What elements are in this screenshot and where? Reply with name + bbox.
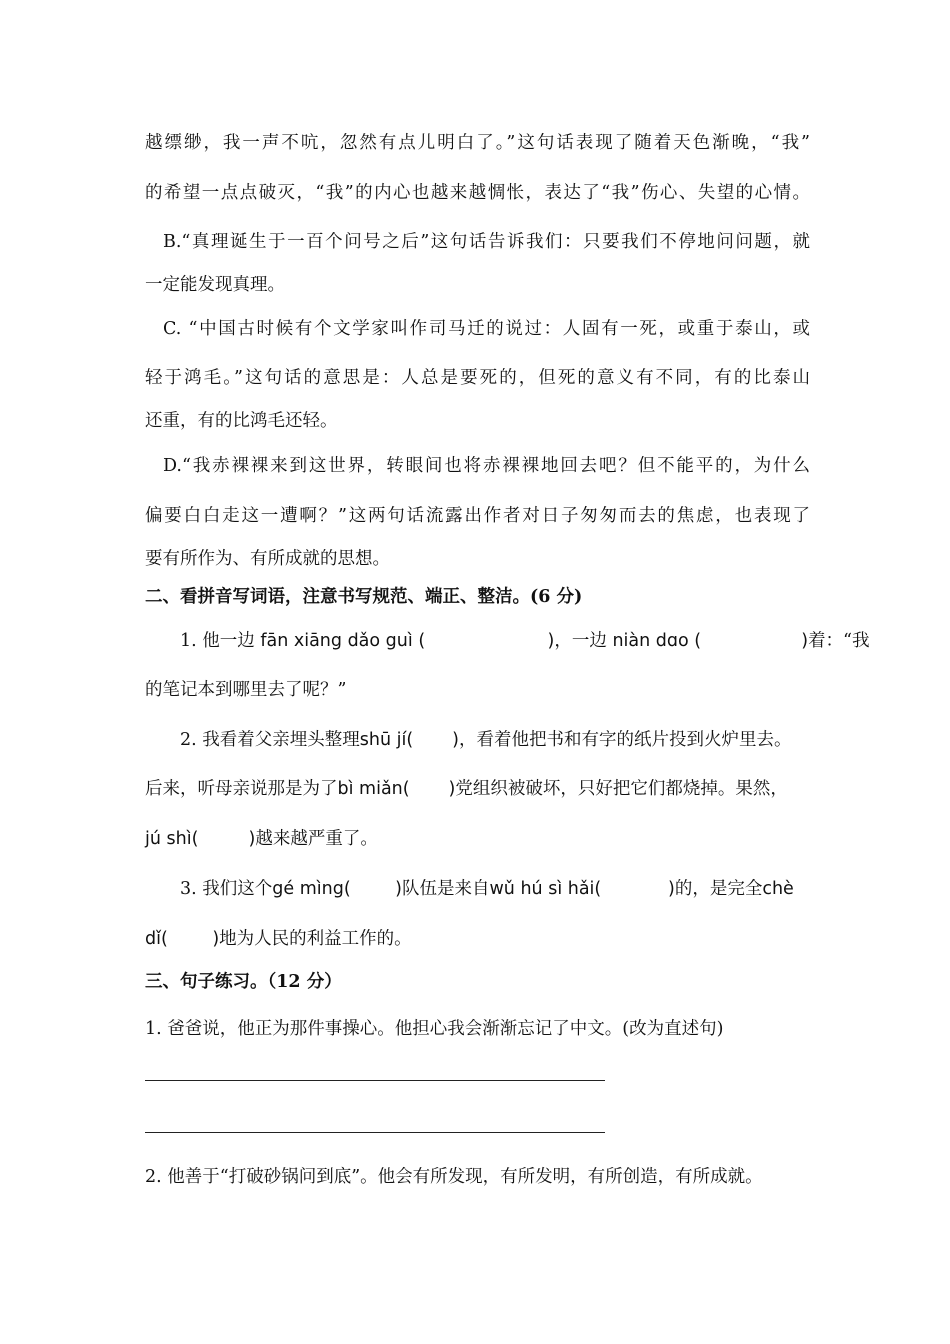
question-2-2-line-3 — [145, 826, 810, 852]
q2-3-blank-2: ( ) — [594, 879, 675, 899]
q2-1-pinyin-1: fān xiāng dǎo guì — [260, 631, 413, 651]
answer-line-1[interactable] — [145, 1080, 605, 1081]
q2-2-prefix: 2. 我看着父亲埋头整理 — [180, 730, 360, 750]
q2-3-text-2: 的，是完全 — [674, 879, 763, 899]
section-two-heading: 二、看拼音写词语，注意书写规范、端正、整洁。(6 分) — [145, 587, 583, 607]
q2-3-blank-1: ( ) — [343, 879, 402, 899]
q2-2-text-1: ，看着他把书和有字的纸片投到火炉里去。 — [458, 730, 792, 750]
option-d-line-3: 要有所作为、有所成就的思想。 — [145, 549, 390, 569]
option-c-line-3: 还重，有的比鸿毛还轻。 — [145, 411, 338, 431]
sentence-exercise-1: 1. 爸爸说，他正为那件事操心。他担心我会渐渐忘记了中文。(改为直述句) — [145, 1019, 724, 1039]
q2-3-text-3: 地为人民的利益工作的。 — [219, 929, 412, 949]
question-2-2-line-1 — [180, 727, 810, 753]
answer-a-line-2: 的希望一点点破灭，“我”的内心也越来越惆怅，表达了“我”伤心、失望的心情。 — [145, 183, 810, 203]
question-2-3-line-2 — [145, 926, 810, 952]
q2-1-blank-2: ( ) — [688, 631, 809, 651]
option-c-line-2: 轻于鸿毛。”这句话的意思是：人总是要死的，但死的意义有不同，有的比泰山 — [145, 368, 810, 388]
question-2-3-line-1 — [180, 876, 810, 902]
q2-3-pinyin-3b: dǐ — [145, 929, 161, 949]
q2-2-prefix-2: 后来，听母亲说那是为了 — [145, 779, 338, 799]
answer-a-line-1: 越缥缈，我一声不吭，忽然有点儿明白了。”这句话表现了随着天色渐晚，“我” — [145, 133, 810, 153]
question-2-2-line-2 — [145, 776, 810, 802]
q2-2-pinyin-1: shū jí — [359, 730, 407, 750]
option-c-line-1: C. “中国古时候有个文学家叫作司马迁的说过：人固有一死，或重于泰山，或 — [163, 319, 810, 339]
q2-3-prefix: 3. 我们这个 — [180, 879, 273, 899]
sentence-exercise-2: 2. 他善于“打破砂锅问到底”。他会有所发现，有所发明，有所创造，有所成就。 — [145, 1167, 763, 1187]
option-d-line-1: D.“我赤裸裸来到这世界，转眼间也将赤裸裸地回去吧？但不能平的，为什么 — [163, 456, 810, 476]
q2-3-text-1: 队伍是来自 — [401, 879, 490, 899]
q2-2-pinyin-2: bì miǎn — [337, 779, 403, 799]
option-b-line-1: B.“真理诞生于一百个问号之后”这句话告诉我们：只要我们不停地问问题，就 — [163, 232, 810, 252]
q2-2-blank-2: ( ) — [402, 779, 456, 799]
q2-1-pinyin-2: niàn dɑo — [612, 631, 689, 651]
q2-1-prefix: 1. 他一边 — [180, 631, 261, 651]
q2-2-blank-1: ( ) — [406, 730, 459, 750]
q2-3-pinyin-2: wǔ hú sì hǎi — [489, 879, 595, 899]
q2-3-pinyin-3a: chè — [762, 879, 794, 899]
q2-1-suffix: 着：“我 — [808, 631, 870, 651]
section-three-heading: 三、句子练习。（12 分） — [145, 972, 342, 992]
q2-3-blank-3: ( ) — [160, 929, 220, 949]
q2-2-text-3: 越来越严重了。 — [255, 829, 378, 849]
q2-2-text-2: 党组织被破坏，只好把它们都烧掉。果然， — [455, 779, 788, 799]
question-2-1-line-2: 的笔记本到哪里去了呢？” — [145, 680, 347, 700]
question-2-1-line-1 — [180, 628, 870, 654]
option-b-line-2: 一定能发现真理。 — [145, 275, 285, 295]
q2-2-pinyin-3: jú shì — [145, 829, 192, 849]
answer-line-2[interactable] — [145, 1132, 605, 1133]
option-d-line-2: 偏要白白走这一遭啊？”这两句话流露出作者对日子匆匆而去的焦虑，也表现了 — [145, 506, 810, 526]
q2-3-pinyin-1: gé mìng — [272, 879, 344, 899]
q2-1-mid: ，一边 — [554, 631, 613, 651]
q2-2-blank-3: ( ) — [191, 829, 256, 849]
q2-1-blank-1: ( ) — [412, 631, 555, 651]
